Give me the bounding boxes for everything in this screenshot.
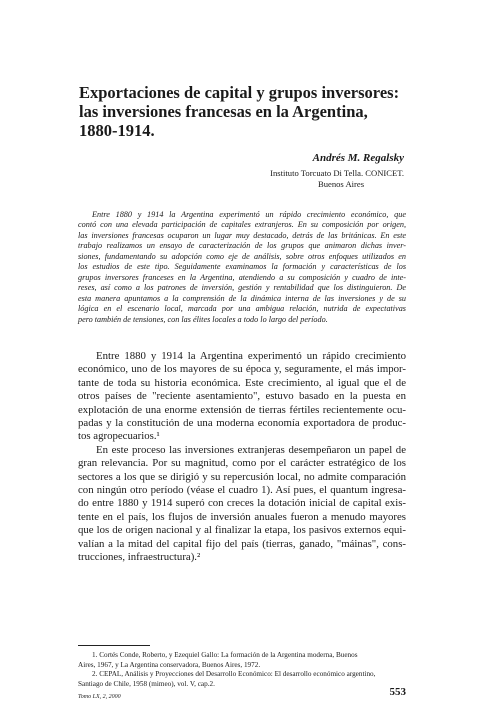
body-line: trucciones, infraestructura).² (78, 551, 201, 564)
title-line: las inversiones francesas en la Argentina, (79, 102, 368, 121)
footnote-divider (78, 645, 150, 646)
body-line: económico, uno de los mayores de su época y, seguramente, el más impor- (78, 363, 406, 376)
body-line: En este proceso las inversiones extranjeras desempeñaron un papel de (96, 443, 406, 456)
author-name: Andrés M. Regalsky (312, 152, 404, 164)
abstract-line: trabajo realizamos un ensayo de caracterización de los grupos que animaron dichas inver- (78, 241, 406, 251)
affiliation-line: Instituto Torcuato Di Tella. CONICET. (270, 168, 404, 178)
abstract-line: pero también de tensiones, con las élites locales a todo lo largo del período. (78, 314, 328, 324)
body-line: gran relevancia. Por su magnitud, como por el carácter estratégico de los (78, 457, 406, 470)
article-title (79, 83, 409, 140)
body-line: do entre 1880 y 1914 superó con creces la dotación inicial de capital exis- (78, 497, 406, 510)
abstract-line: reses, así como a los patrones de inversión, gestión y rentabilidad que los distinguieron. De (78, 283, 406, 293)
footnote-line: Santiago de Chile, 1958 (mimeo), vol. V, cap.2. (78, 679, 215, 688)
footnote-line: Aires, 1967, y La Argentina conservadora, Buenos Aires, 1972. (78, 660, 261, 669)
abstract-line: las inversiones francesas ocuparon un lugar muy destacado, detrás de las británicas. En este (78, 230, 406, 240)
body-line: tente en el país, los flujos de inversión anuales fueron a menudo mayores (78, 510, 406, 523)
abstract-line: Entre 1880 y 1914 la Argentina experimentó un rápido crecimiento económico, que (92, 210, 406, 219)
abstract-line: esta manera apuntamos a la comprensión de la dinámica interna de las inversiones y de su (78, 293, 406, 303)
body-line: tante de toda su historia económica. Este crecimiento, al igual que el de (78, 376, 406, 389)
body-line: sectores a los que se dirigió y su repercusión local, no admite comparación (78, 470, 406, 483)
abstract-line: grupos inversores franceses en la Argentina, atendiendo a su composición y cuadro de inte- (78, 272, 406, 282)
body-line: otros países de "reciente asentamiento", estuvo basado en la puesta en (78, 390, 406, 403)
body-line: tos agropecuarios.¹ (78, 430, 160, 443)
abstract-line: los estudios de este tipo. Seguidamente examinamos la formación y características de los (78, 262, 406, 272)
abstract (78, 210, 406, 325)
abstract-line: lógica en el escenario local, marcada por una ambigua relación, nutrida de expectativas (78, 304, 406, 314)
body-line: que los de origen nacional y al finalizar la etapa, los pasivos externos equi- (78, 524, 406, 537)
body-line: Entre 1880 y 1914 la Argentina experimentó un rápido crecimiento (96, 350, 406, 362)
body-text (78, 350, 406, 565)
title-line: Exportaciones de capital y grupos inversores: (79, 83, 400, 102)
abstract-line: siones, fundamentando su adopción como eje de análisis, sobre otros enfoques utilizados en (78, 251, 406, 261)
body-line: padas y la constitución de una moderna economía exportadora de produc- (78, 417, 406, 430)
body-line: explotación de una enorme extensión de tierras fértiles recientemente ocu- (78, 403, 406, 416)
page-number: 553 (389, 686, 406, 698)
journal-reference: Tomo LX, 2, 2000 (78, 694, 121, 700)
body-line: valían a la mitad del capital fijo del país (tierras, ganado, "máinas", cons- (78, 537, 406, 550)
body-line: con ningún otro período (véase el cuadro 1). Así pues, el quantum ingresa- (78, 484, 406, 497)
affiliation-city: Buenos Aires (318, 179, 365, 189)
footnotes (78, 651, 406, 689)
abstract-line: contó con una elevada participación de capitales extranjeros. En su composición por origen, (78, 220, 406, 230)
title-line: 1880-1914. (79, 121, 155, 140)
footnote-line: 2. CEPAL, Análisis y Proyecciones del Desarrollo Económico: El desarrollo económico argentino, (92, 670, 376, 679)
footnote-line: 1. Cortés Conde, Roberto, y Ezequiel Gallo: La formación de la Argentina moderna, Buenos (92, 651, 358, 659)
